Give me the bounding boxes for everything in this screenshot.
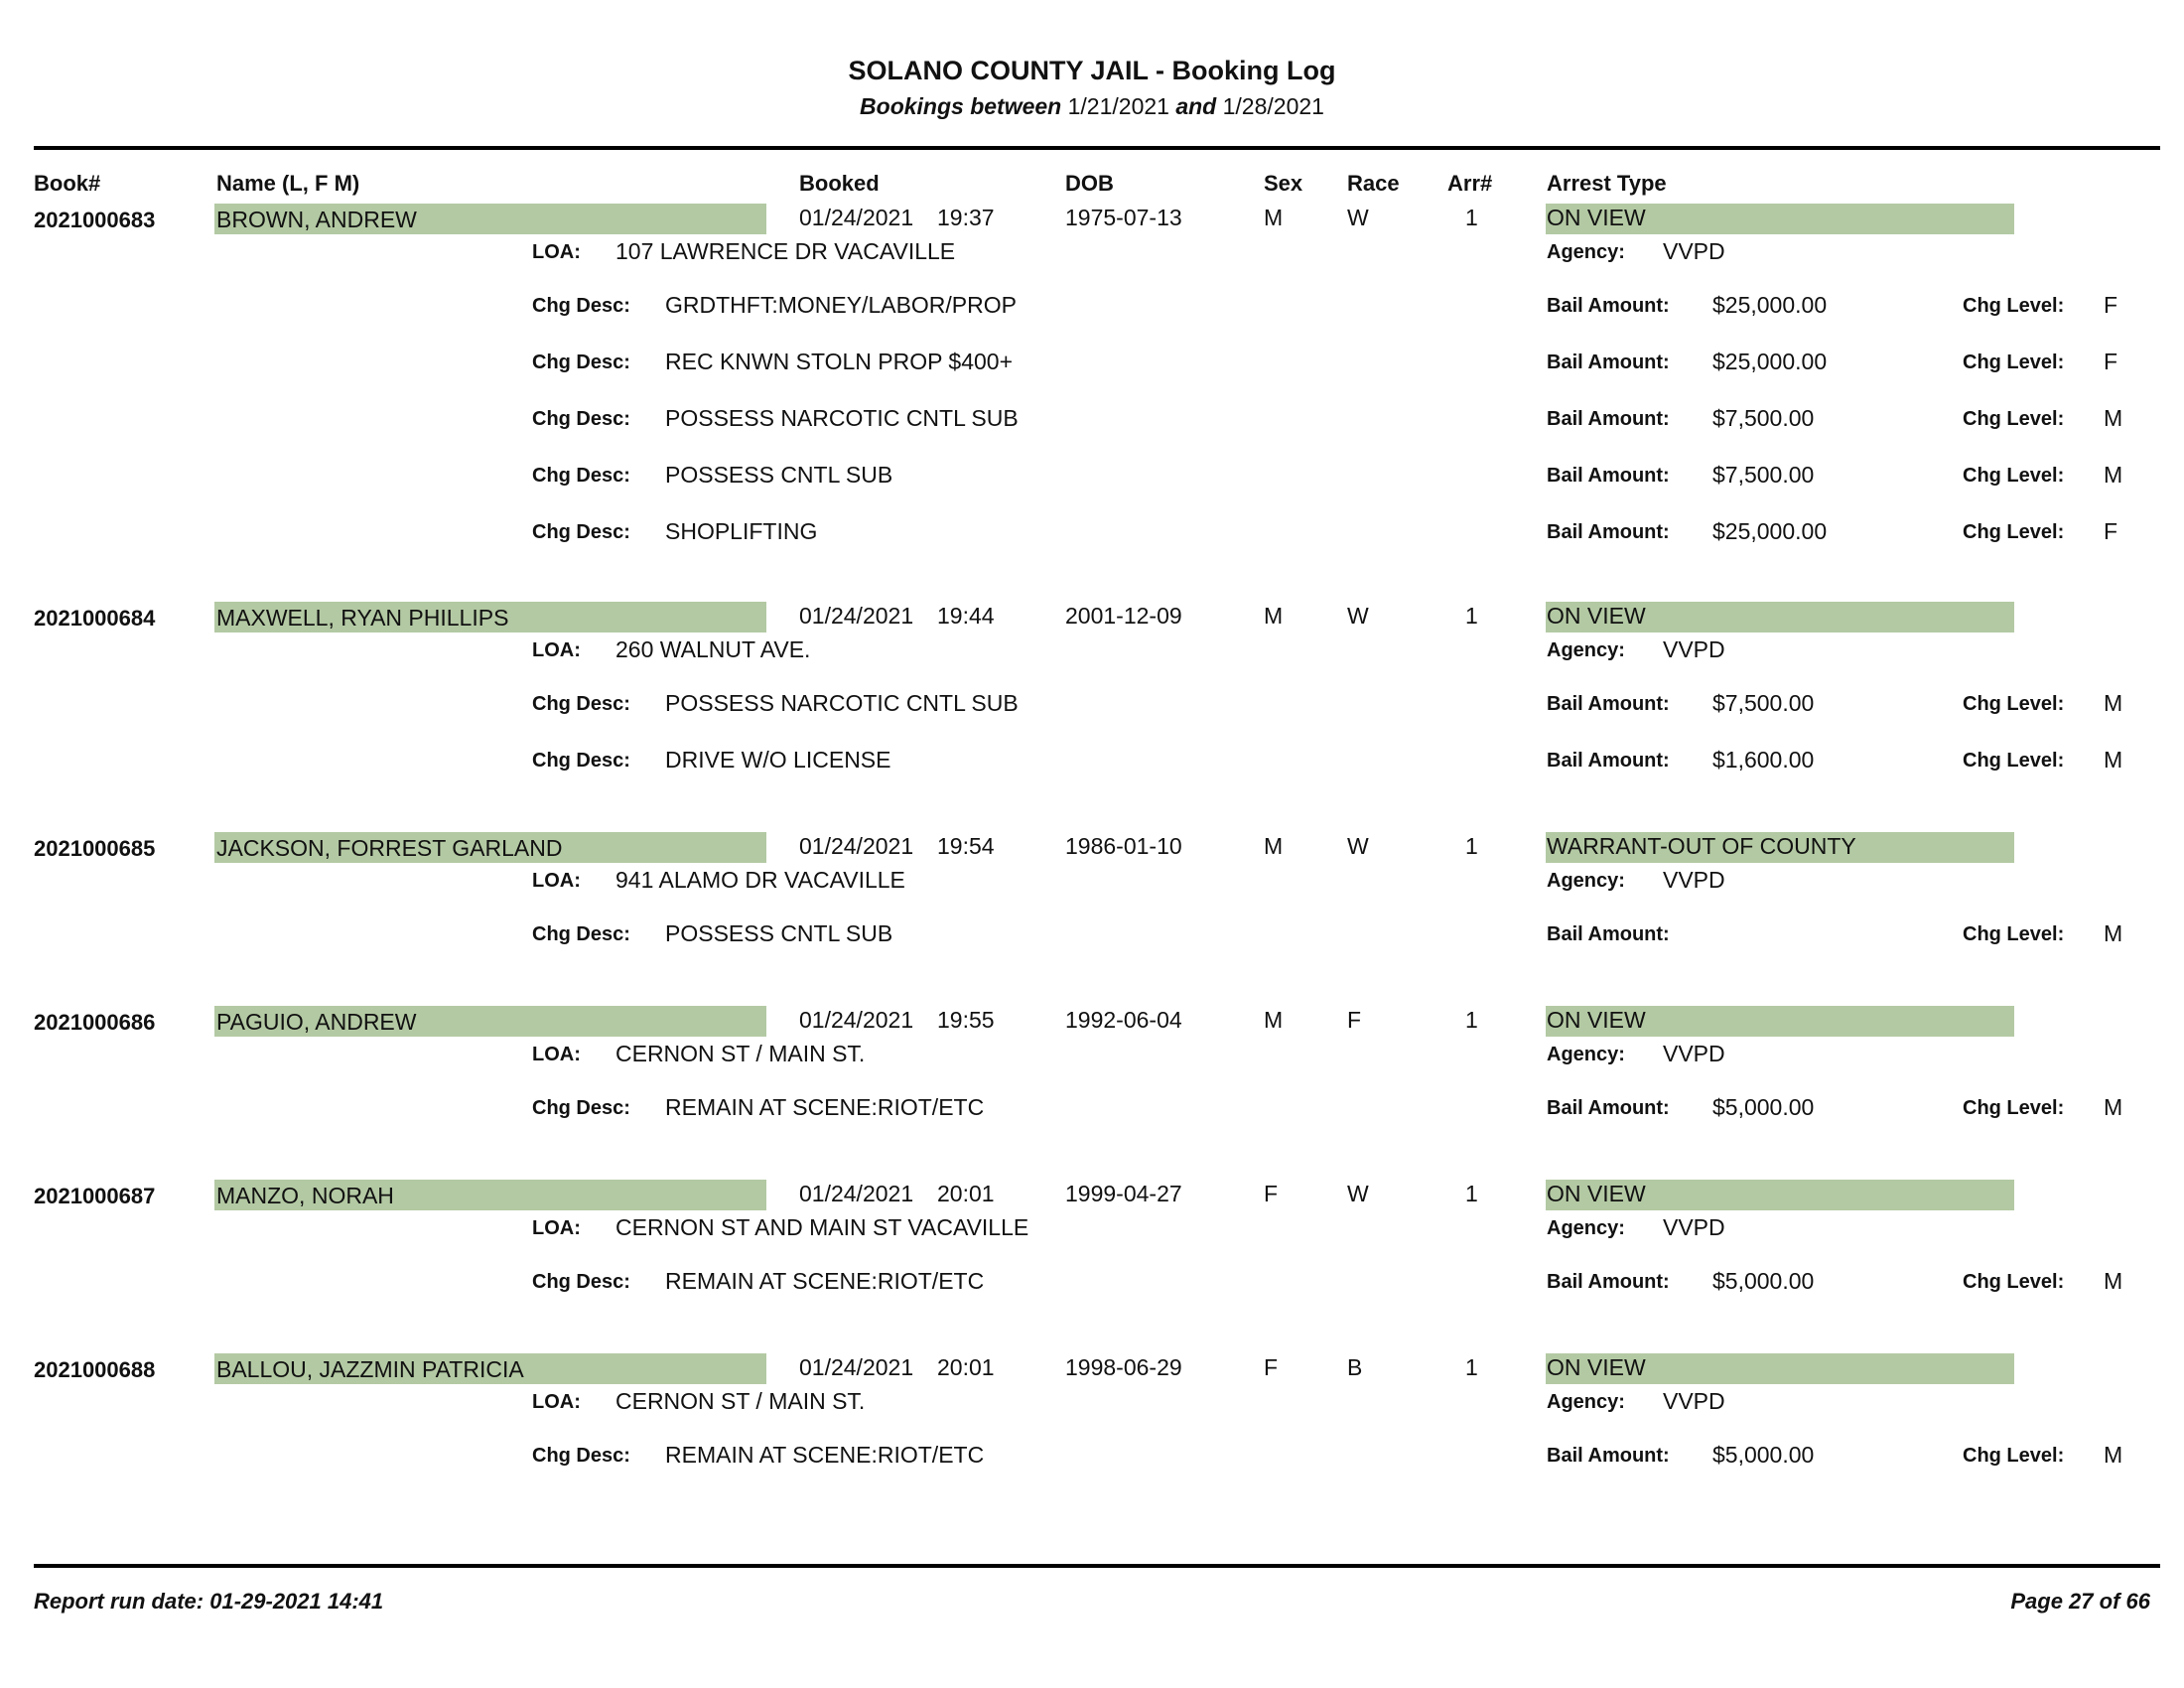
chg-desc: REMAIN AT SCENE:RIOT/ETC <box>665 1094 985 1120</box>
bail-amount-label: Bail Amount: <box>1547 352 1670 373</box>
loa-label: LOA: <box>532 870 581 892</box>
chg-level-label: Chg Level: <box>1963 1097 2065 1119</box>
col-header-booked: Booked <box>799 171 880 196</box>
arrest-number: 1 <box>1465 1181 1478 1206</box>
arrest-number: 1 <box>1465 833 1478 859</box>
booked-date: 01/24/2021 <box>799 1181 914 1206</box>
sex: M <box>1264 833 1284 859</box>
chg-desc: DRIVE W/O LICENSE <box>665 747 891 773</box>
sex: F <box>1264 1354 1279 1380</box>
chg-desc-label: Chg Desc: <box>532 750 630 772</box>
bail-amount-label: Bail Amount: <box>1547 521 1670 543</box>
inmate-name: PAGUIO, ANDREW <box>216 1009 417 1035</box>
bail-amount-label: Bail Amount: <box>1547 295 1670 317</box>
inmate-name: MAXWELL, RYAN PHILLIPS <box>216 605 509 631</box>
bail-amount: $7,500.00 <box>1712 690 1815 716</box>
inmate-name: BROWN, ANDREW <box>216 207 417 232</box>
chg-level-label: Chg Level: <box>1963 408 2065 430</box>
race: W <box>1347 1181 1369 1206</box>
col-header-arrest-type: Arrest Type <box>1547 171 1667 196</box>
chg-desc: SHOPLIFTING <box>665 518 818 544</box>
bail-amount: $5,000.00 <box>1712 1442 1815 1468</box>
agency-value: VVPD <box>1663 1214 1725 1240</box>
chg-desc: GRDTHFT:MONEY/LABOR/PROP <box>665 292 1017 318</box>
bail-amount: $5,000.00 <box>1712 1268 1815 1294</box>
inmate-name: BALLOU, JAZZMIN PATRICIA <box>216 1356 524 1382</box>
chg-desc-label: Chg Desc: <box>532 1097 630 1119</box>
chg-desc-label: Chg Desc: <box>532 521 630 543</box>
chg-level: M <box>2104 747 2123 773</box>
chg-level: M <box>2104 1094 2123 1120</box>
bail-amount: $25,000.00 <box>1712 292 1828 318</box>
header-rule <box>34 146 2160 150</box>
booked-time: 19:44 <box>937 603 995 629</box>
chg-desc: POSSESS NARCOTIC CNTL SUB <box>665 405 1019 431</box>
chg-level: M <box>2104 690 2123 716</box>
chg-desc: POSSESS NARCOTIC CNTL SUB <box>665 690 1019 716</box>
chg-level-label: Chg Level: <box>1963 750 2065 772</box>
loa-value: 107 LAWRENCE DR VACAVILLE <box>615 238 956 264</box>
report-title: SOLANO COUNTY JAIL - Booking Log <box>848 56 1336 85</box>
chg-level-label: Chg Level: <box>1963 295 2065 317</box>
agency-label: Agency: <box>1547 1391 1625 1413</box>
col-header-name: Name (L, F M) <box>216 171 360 196</box>
booked-time: 19:55 <box>937 1007 995 1033</box>
bail-amount: $25,000.00 <box>1712 349 1828 374</box>
agency-label: Agency: <box>1547 1217 1625 1239</box>
booked-date: 01/24/2021 <box>799 1007 914 1033</box>
booked-time: 20:01 <box>937 1354 995 1380</box>
agency-value: VVPD <box>1663 1388 1725 1414</box>
chg-desc-label: Chg Desc: <box>532 1271 630 1293</box>
bail-amount: $1,600.00 <box>1712 747 1815 773</box>
loa-label: LOA: <box>532 639 581 661</box>
race: W <box>1347 833 1369 859</box>
chg-desc-label: Chg Desc: <box>532 923 630 945</box>
bail-amount-label: Bail Amount: <box>1547 1445 1670 1467</box>
col-header-arr: Arr# <box>1447 171 1493 196</box>
chg-level-label: Chg Level: <box>1963 465 2065 487</box>
chg-level-label: Chg Level: <box>1963 693 2065 715</box>
chg-level: M <box>2104 405 2123 431</box>
race: W <box>1347 205 1369 230</box>
chg-level: M <box>2104 1442 2123 1468</box>
bail-amount: $7,500.00 <box>1712 405 1815 431</box>
agency-label: Agency: <box>1547 639 1625 661</box>
bail-amount-label: Bail Amount: <box>1547 750 1670 772</box>
book-number: 2021000687 <box>34 1184 156 1208</box>
chg-desc: REMAIN AT SCENE:RIOT/ETC <box>665 1268 985 1294</box>
chg-level-label: Chg Level: <box>1963 1445 2065 1467</box>
chg-desc-label: Chg Desc: <box>532 295 630 317</box>
booked-date: 01/24/2021 <box>799 833 914 859</box>
chg-level-label: Chg Level: <box>1963 352 2065 373</box>
bail-amount-label: Bail Amount: <box>1547 1097 1670 1119</box>
loa-value: CERNON ST / MAIN ST. <box>615 1041 866 1066</box>
dob: 1998-06-29 <box>1065 1354 1182 1380</box>
dob: 1986-01-10 <box>1065 833 1182 859</box>
bail-amount-label: Bail Amount: <box>1547 1271 1670 1293</box>
chg-level: M <box>2104 920 2123 946</box>
arrest-type: ON VIEW <box>1547 1007 1646 1033</box>
bail-amount-label: Bail Amount: <box>1547 923 1670 945</box>
race: F <box>1347 1007 1362 1033</box>
chg-level: F <box>2104 518 2118 544</box>
col-header-dob: DOB <box>1065 171 1114 196</box>
chg-desc-label: Chg Desc: <box>532 693 630 715</box>
bail-amount-label: Bail Amount: <box>1547 693 1670 715</box>
booked-date: 01/24/2021 <box>799 205 914 230</box>
col-header-book: Book# <box>34 171 101 196</box>
dob: 1975-07-13 <box>1065 205 1182 230</box>
agency-label: Agency: <box>1547 1044 1625 1065</box>
dob: 2001-12-09 <box>1065 603 1182 629</box>
bail-amount-label: Bail Amount: <box>1547 408 1670 430</box>
agency-label: Agency: <box>1547 241 1625 263</box>
agency-label: Agency: <box>1547 870 1625 892</box>
arrest-type: ON VIEW <box>1547 205 1646 230</box>
subtitle-prefix: Bookings between <box>860 93 1062 119</box>
chg-desc-label: Chg Desc: <box>532 465 630 487</box>
loa-value: CERNON ST AND MAIN ST VACAVILLE <box>615 1214 1029 1240</box>
book-number: 2021000683 <box>34 208 156 232</box>
arrest-type: WARRANT-OUT OF COUNTY <box>1547 833 1856 859</box>
arrest-type: ON VIEW <box>1547 1354 1646 1380</box>
loa-label: LOA: <box>532 1044 581 1065</box>
report-subtitle <box>0 93 2184 120</box>
booked-time: 20:01 <box>937 1181 995 1206</box>
race: W <box>1347 603 1369 629</box>
loa-label: LOA: <box>532 241 581 263</box>
sex: F <box>1264 1181 1279 1206</box>
booked-time: 19:54 <box>937 833 995 859</box>
dob: 1999-04-27 <box>1065 1181 1182 1206</box>
sex: M <box>1264 603 1284 629</box>
chg-desc: REMAIN AT SCENE:RIOT/ETC <box>665 1442 985 1468</box>
chg-desc-label: Chg Desc: <box>532 352 630 373</box>
agency-value: VVPD <box>1663 636 1725 662</box>
loa-value: 260 WALNUT AVE. <box>615 636 811 662</box>
booked-time: 19:37 <box>937 205 995 230</box>
loa-label: LOA: <box>532 1391 581 1413</box>
arrest-number: 1 <box>1465 1354 1478 1380</box>
loa-value: CERNON ST / MAIN ST. <box>615 1388 866 1414</box>
sex: M <box>1264 205 1284 230</box>
chg-desc: POSSESS CNTL SUB <box>665 462 893 488</box>
arrest-number: 1 <box>1465 1007 1478 1033</box>
chg-desc-label: Chg Desc: <box>532 1445 630 1467</box>
footer-rule <box>34 1564 2160 1568</box>
race: B <box>1347 1354 1363 1380</box>
chg-level-label: Chg Level: <box>1963 521 2065 543</box>
book-number: 2021000688 <box>34 1357 156 1382</box>
chg-desc-label: Chg Desc: <box>532 408 630 430</box>
report-run-date: Report run date: 01-29-2021 14:41 <box>34 1589 384 1614</box>
page-number: Page 27 of 66 <box>2010 1589 2150 1614</box>
end-date: 1/28/2021 <box>1222 93 1324 119</box>
booked-date: 01/24/2021 <box>799 603 914 629</box>
dob: 1992-06-04 <box>1065 1007 1182 1033</box>
subtitle-and: and <box>1175 93 1217 119</box>
arrest-type: ON VIEW <box>1547 603 1646 629</box>
loa-value: 941 ALAMO DR VACAVILLE <box>615 867 905 893</box>
sex: M <box>1264 1007 1284 1033</box>
arrest-number: 1 <box>1465 603 1478 629</box>
book-number: 2021000686 <box>34 1010 156 1035</box>
chg-level: F <box>2104 292 2118 318</box>
bail-amount: $7,500.00 <box>1712 462 1815 488</box>
loa-label: LOA: <box>532 1217 581 1239</box>
chg-level: F <box>2104 349 2118 374</box>
chg-level: M <box>2104 462 2123 488</box>
bail-amount: $5,000.00 <box>1712 1094 1815 1120</box>
chg-level-label: Chg Level: <box>1963 923 2065 945</box>
inmate-name: JACKSON, FORREST GARLAND <box>216 835 563 861</box>
bail-amount: $25,000.00 <box>1712 518 1828 544</box>
chg-desc: REC KNWN STOLN PROP $400+ <box>665 349 1014 374</box>
agency-value: VVPD <box>1663 867 1725 893</box>
col-header-sex: Sex <box>1264 171 1303 196</box>
agency-value: VVPD <box>1663 1041 1725 1066</box>
chg-level-label: Chg Level: <box>1963 1271 2065 1293</box>
chg-desc: POSSESS CNTL SUB <box>665 920 893 946</box>
col-header-race: Race <box>1347 171 1400 196</box>
inmate-name: MANZO, NORAH <box>216 1183 394 1208</box>
booked-date: 01/24/2021 <box>799 1354 914 1380</box>
arrest-number: 1 <box>1465 205 1478 230</box>
start-date: 1/21/2021 <box>1067 93 1169 119</box>
book-number: 2021000684 <box>34 606 156 631</box>
agency-value: VVPD <box>1663 238 1725 264</box>
arrest-type: ON VIEW <box>1547 1181 1646 1206</box>
bail-amount-label: Bail Amount: <box>1547 465 1670 487</box>
chg-level: M <box>2104 1268 2123 1294</box>
book-number: 2021000685 <box>34 836 156 861</box>
